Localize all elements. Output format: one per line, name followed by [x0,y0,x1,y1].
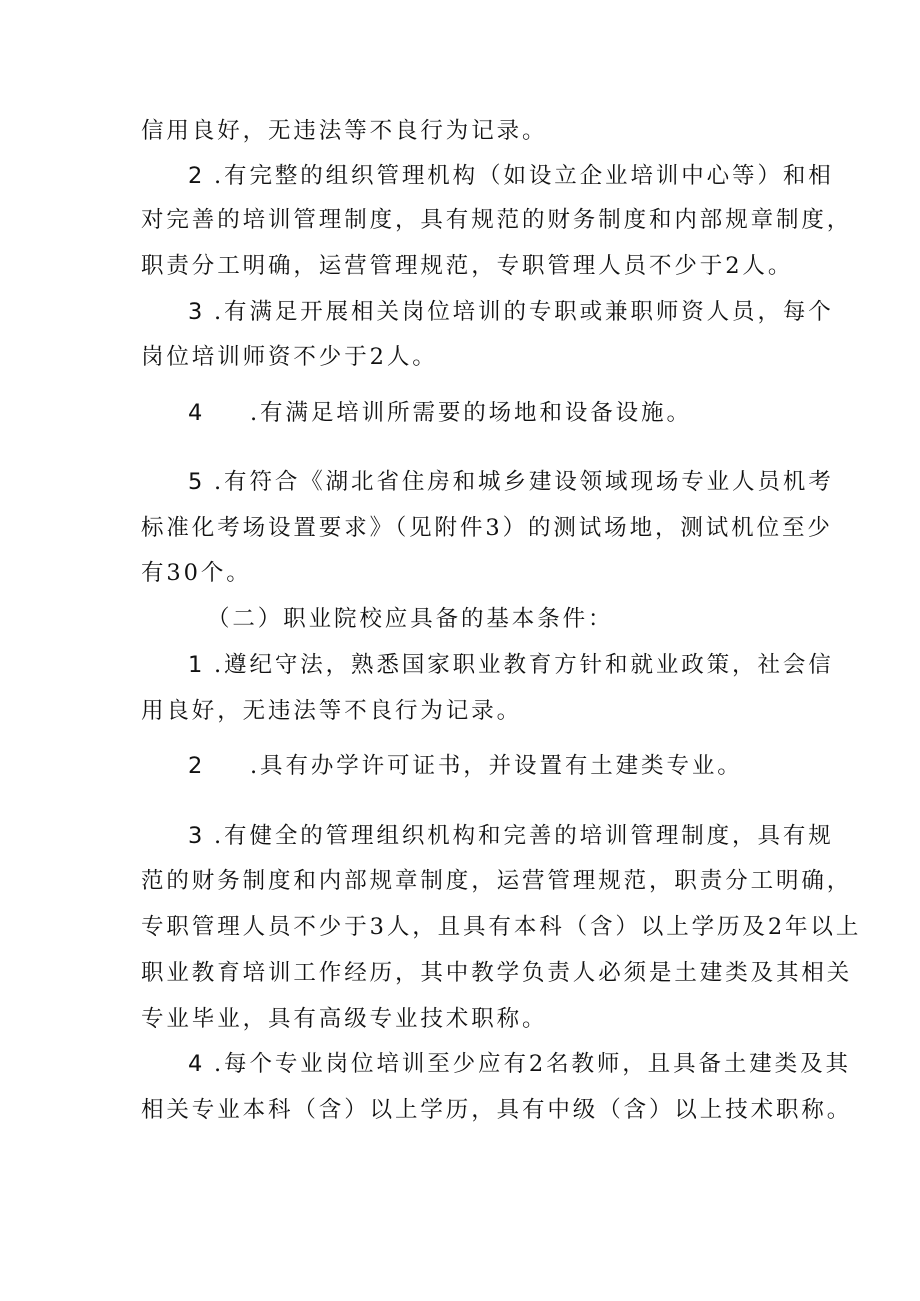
line-text: .有完整的组织管理机构（如设立企业培训中心等）和相 [214,163,834,189]
item-number: 3 [188,823,206,849]
list-item-line [188,467,834,497]
list-item-line [188,398,692,428]
line-text: 标准化考场设置要求》（见附件3）的测试场地，测试机位至少 [141,515,833,541]
paragraph-line [141,696,522,726]
line-text: 专职管理人员不少于3人，且具有本科（含）以上学历及2年以上 [141,914,862,940]
item-number: 2 [188,163,206,189]
line-text: （二）职业院校应具备的基本条件： [207,606,614,632]
line-text: 有30个。 [141,560,252,586]
line-text: .每个专业岗位培训至少应有2名教师，且具备土建类及其 [214,1051,851,1077]
line-text: .有满足开展相关岗位培训的专职或兼职师资人员，每个 [214,299,834,325]
item-number: 4 [188,1051,206,1077]
paragraph-line [141,558,252,588]
line-text: 信用良好，无违法等不良行为记录。 [141,118,548,144]
paragraph-line [141,513,833,543]
item-number: 5 [188,469,206,495]
list-item-line [188,161,834,191]
line-text: 职责分工明确，运营管理规范，专职管理人员不少于2人。 [141,253,794,279]
paragraph-line [141,866,852,896]
paragraph-line [141,1004,547,1034]
line-text: 岗位培训师资不少于2人。 [141,344,438,370]
paragraph-line [141,342,438,372]
line-text: 范的财务制度和内部规章制度，运营管理规范，职责分工明确， [141,868,853,894]
section-heading [207,604,613,634]
item-number: 4 [188,400,206,426]
list-item-line [188,751,743,781]
line-text: 对完善的培训管理制度，具有规范的财务制度和内部规章制度， [141,207,853,233]
paragraph-line [141,251,793,281]
line-text: .有健全的管理组织机构和完善的培训管理制度，具有规 [214,823,834,849]
item-number: 1 [188,652,206,678]
line-text: .具有办学许可证书，并设置有土建类专业。 [250,753,743,779]
item-number: 3 [188,299,206,325]
line-text: 专业毕业，具有高级专业技术职称。 [141,1006,548,1032]
list-item-line [188,650,834,680]
line-text: .有满足培训所需要的场地和设备设施。 [250,400,692,426]
line-text: .遵纪守法，熟悉国家职业教育方针和就业政策，社会信 [214,652,834,678]
paragraph-line [141,912,861,942]
line-text: .有符合《湖北省住房和城乡建设领域现场专业人员机考 [214,469,834,495]
list-item-line [188,1049,851,1079]
paragraph-line [141,1095,852,1125]
line-text: 职业教育培训工作经历，其中教学负责人必须是土建类及其相关 [141,960,853,986]
paragraph-line [141,205,852,235]
paragraph-line [141,958,852,988]
item-number: 2 [188,753,206,779]
paragraph-line [141,116,547,146]
list-item-line [188,821,834,851]
list-item-line [188,297,834,327]
line-text: 用良好，无违法等不良行为记录。 [141,698,523,724]
line-text: 相关专业本科（含）以上学历，具有中级（含）以上技术职称。 [141,1097,853,1123]
